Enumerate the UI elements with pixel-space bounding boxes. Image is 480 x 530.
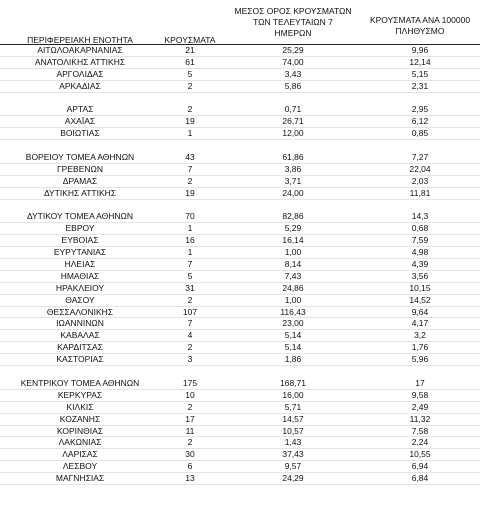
- spacer-row: [0, 93, 480, 105]
- cell-7day-average: 3,71: [284, 175, 302, 186]
- header-cases-per-100k: ΚΡΟΥΣΜΑΤΑ ΑΝΑ 100000 ΠΛΗΘΥΣΜΟ: [369, 15, 471, 36]
- table-row: [0, 152, 480, 164]
- cell-regional-unit: ΔΥΤΙΚΟΥ ΤΟΜΕΑ ΑΘΗΝΩΝ: [26, 211, 134, 222]
- cell-7day-average: 9,57: [284, 461, 302, 472]
- cell-cases-per-100k: 9,64: [411, 306, 429, 317]
- cell-regional-unit: ΗΛΕΙΑΣ: [64, 259, 96, 270]
- cell-7day-average: 168,71: [280, 377, 306, 388]
- cell-7day-average: 0,71: [284, 104, 302, 115]
- table-row: [0, 354, 480, 366]
- cell-cases-per-100k: 14,52: [409, 294, 431, 305]
- cell-cases: 7: [187, 163, 193, 174]
- cell-cases-per-100k: 12,14: [409, 56, 431, 67]
- cell-cases-per-100k: 11,32: [409, 413, 431, 424]
- cell-7day-average: 25,29: [282, 45, 304, 55]
- cell-7day-average: 5,86: [284, 80, 302, 91]
- cell-regional-unit: ΕΥΡΥΤΑΝΙΑΣ: [53, 247, 107, 258]
- cell-regional-unit: ΒΟΙΩΤΙΑΣ: [60, 128, 100, 139]
- cell-cases: 10: [185, 389, 195, 400]
- cell-regional-unit: ΗΡΑΚΛΕΙΟΥ: [55, 282, 105, 293]
- cell-cases: 19: [185, 187, 195, 198]
- cell-cases-per-100k: 6,94: [411, 461, 429, 472]
- cell-regional-unit: ΓΡΕΒΕΝΩΝ: [57, 163, 103, 174]
- data-table-body: [0, 45, 480, 485]
- cell-regional-unit: ΚΑΒΑΛΑΣ: [60, 330, 100, 341]
- cell-cases: 175: [182, 377, 198, 388]
- cell-7day-average: 3,86: [284, 163, 302, 174]
- cell-cases-per-100k: 1,76: [411, 342, 429, 353]
- cell-regional-unit: ΛΑΡΙΣΑΣ: [62, 449, 98, 460]
- cell-regional-unit: ΑΡΓΟΛΙΔΑΣ: [56, 68, 104, 79]
- table-row: [0, 449, 480, 461]
- table-row: [0, 461, 480, 473]
- cell-7day-average: 24,86: [282, 282, 304, 293]
- cell-cases: 4: [187, 330, 193, 341]
- cell-cases-per-100k: 6,84: [411, 473, 429, 484]
- cell-regional-unit: ΙΩΑΝΝΙΝΩΝ: [56, 318, 104, 329]
- table-row: [0, 390, 480, 402]
- table-row: [0, 318, 480, 330]
- cell-cases-per-100k: 2,95: [411, 104, 429, 115]
- table-row: [0, 473, 480, 485]
- cell-cases-per-100k: 7,59: [411, 235, 429, 246]
- header-cases: ΚΡΟΥΣΜΑΤΑ: [164, 35, 216, 45]
- cell-cases: 3: [187, 354, 193, 365]
- cell-7day-average: 1,43: [284, 437, 302, 448]
- cell-7day-average: 8,14: [284, 259, 302, 270]
- cell-regional-unit: ΘΕΣΣΑΛΟΝΙΚΗΣ: [46, 306, 114, 317]
- cell-7day-average: 23,00: [282, 318, 304, 329]
- cell-cases-per-100k: 2,49: [411, 401, 429, 412]
- cell-cases: 2: [187, 80, 193, 91]
- header-7day-average: ΜΕΣΟΣ ΟΡΟΣ ΚΡΟΥΣΜΑΤΩΝ ΤΩΝ ΤΕΛΕΥΤΑΙΩΝ 7 ΗΜΕΡΩΝ: [234, 6, 352, 38]
- cell-cases: 5: [187, 68, 193, 79]
- cell-regional-unit: ΛΕΣΒΟΥ: [62, 461, 98, 472]
- cell-regional-unit: ΚΕΝΤΡΙΚΟΥ ΤΟΜΕΑ ΑΘΗΝΩΝ: [20, 377, 140, 388]
- table-row: [0, 116, 480, 128]
- cell-7day-average: 12,00: [282, 128, 304, 139]
- cell-cases-per-100k: 22,04: [409, 163, 431, 174]
- cell-regional-unit: ΑΡΤΑΣ: [66, 104, 94, 115]
- table-header: [0, 0, 480, 50]
- table-row: [0, 81, 480, 93]
- cell-cases: 17: [185, 413, 195, 424]
- cell-regional-unit: ΜΑΓΝΗΣΙΑΣ: [55, 473, 105, 484]
- cell-cases: 19: [185, 116, 195, 127]
- table-row: [0, 57, 480, 69]
- table-row: [0, 211, 480, 223]
- cell-cases: 11: [185, 425, 195, 436]
- cell-7day-average: 7,43: [284, 270, 302, 281]
- cell-cases-per-100k: 5,96: [411, 354, 429, 365]
- cell-cases: 5: [187, 270, 193, 281]
- table-row: [0, 307, 480, 319]
- cell-7day-average: 14,57: [282, 413, 304, 424]
- cell-cases-per-100k: 2,31: [411, 80, 429, 91]
- spacer-row: [0, 200, 480, 212]
- cell-cases: 1: [187, 247, 193, 258]
- cell-cases-per-100k: 4,17: [411, 318, 429, 329]
- table-row: [0, 283, 480, 295]
- cell-cases-per-100k: 10,15: [409, 282, 431, 293]
- cell-7day-average: 61,86: [282, 152, 304, 163]
- cell-7day-average: 3,43: [284, 68, 302, 79]
- cell-cases: 70: [185, 211, 195, 222]
- cell-regional-unit: ΑΙΤΩΛΟΑΚΑΡΝΑΝΙΑΣ: [37, 45, 123, 55]
- table-row: [0, 235, 480, 247]
- cell-cases: 2: [187, 401, 193, 412]
- cell-cases-per-100k: 7,27: [411, 152, 429, 163]
- cell-regional-unit: ΚΑΡΔΙΤΣΑΣ: [57, 342, 103, 353]
- cell-cases: 2: [187, 437, 193, 448]
- table-row: [0, 45, 480, 57]
- cell-cases-per-100k: 2,03: [411, 175, 429, 186]
- spacer-row: [0, 140, 480, 152]
- cell-7day-average: 82,86: [282, 211, 304, 222]
- cell-cases: 2: [187, 104, 193, 115]
- table-row: [0, 295, 480, 307]
- cell-7day-average: 116,43: [280, 306, 306, 317]
- cell-regional-unit: ΒΟΡΕΙΟΥ ΤΟΜΕΑ ΑΘΗΝΩΝ: [25, 152, 135, 163]
- cell-cases: 30: [185, 449, 195, 460]
- cell-regional-unit: ΔΡΑΜΑΣ: [62, 175, 98, 186]
- table-row: [0, 104, 480, 116]
- table-row: [0, 188, 480, 200]
- spacer-row: [0, 366, 480, 378]
- cell-cases-per-100k: 3,2: [414, 330, 426, 341]
- cell-regional-unit: ΕΒΡΟΥ: [65, 223, 95, 234]
- cell-cases-per-100k: 9,96: [411, 45, 429, 55]
- table-row: [0, 69, 480, 81]
- cell-cases: 61: [185, 56, 195, 67]
- cell-cases: 7: [187, 318, 193, 329]
- cell-7day-average: 10,57: [282, 425, 304, 436]
- table-row: [0, 259, 480, 271]
- cell-regional-unit: ΚΙΛΚΙΣ: [66, 401, 94, 412]
- cell-cases-per-100k: 10,55: [409, 449, 431, 460]
- cell-regional-unit: ΛΑΚΩΝΙΑΣ: [58, 437, 102, 448]
- cell-7day-average: 1,00: [284, 247, 302, 258]
- table-row: [0, 128, 480, 140]
- cell-cases: 2: [187, 342, 193, 353]
- cell-cases: 107: [182, 306, 198, 317]
- table-row: [0, 426, 480, 438]
- cell-7day-average: 24,00: [282, 187, 304, 198]
- cell-cases: 21: [185, 45, 195, 55]
- cell-cases-per-100k: 4,98: [411, 247, 429, 258]
- cell-7day-average: 5,29: [284, 223, 302, 234]
- cell-cases: 7: [187, 259, 193, 270]
- cell-regional-unit: ΚΑΣΤΟΡΙΑΣ: [56, 354, 104, 365]
- cell-regional-unit: ΔΥΤΙΚΗΣ ΑΤΤΙΚΗΣ: [43, 187, 117, 198]
- cell-cases-per-100k: 6,12: [411, 116, 429, 127]
- cell-7day-average: 5,14: [284, 330, 302, 341]
- cell-7day-average: 16,00: [282, 389, 304, 400]
- cell-7day-average: 37,43: [282, 449, 304, 460]
- table-row: [0, 378, 480, 390]
- cell-7day-average: 16,14: [282, 235, 304, 246]
- cell-regional-unit: ΚΟΖΑΝΗΣ: [59, 413, 101, 424]
- cell-cases-per-100k: 14,3: [411, 211, 429, 222]
- cell-cases: 1: [187, 223, 193, 234]
- cell-regional-unit: ΑΡΚΑΔΙΑΣ: [59, 80, 101, 91]
- table-row: [0, 402, 480, 414]
- cell-cases: 6: [187, 461, 193, 472]
- cell-cases: 1: [187, 128, 193, 139]
- table-row: [0, 414, 480, 426]
- cell-cases-per-100k: 2,24: [411, 437, 429, 448]
- cell-cases-per-100k: 9,58: [411, 389, 429, 400]
- cell-regional-unit: ΘΑΣΟΥ: [65, 294, 95, 305]
- cell-cases-per-100k: 4,39: [411, 259, 429, 270]
- table-row: [0, 164, 480, 176]
- cell-regional-unit: ΗΜΑΘΙΑΣ: [60, 270, 100, 281]
- cell-7day-average: 1,86: [284, 354, 302, 365]
- cell-7day-average: 26,71: [282, 116, 304, 127]
- table-row: [0, 271, 480, 283]
- cell-7day-average: 5,71: [284, 401, 302, 412]
- cell-regional-unit: ΑΝΑΤΟΛΙΚΗΣ ΑΤΤΙΚΗΣ: [34, 56, 126, 67]
- table-row: [0, 330, 480, 342]
- cell-regional-unit: ΑΧΑΪΑΣ: [64, 116, 96, 127]
- header-regional-unit: ΠΕΡΙΦΕΡΕΙΑΚΗ ΕΝΟΤΗΤΑ: [27, 35, 133, 45]
- cell-cases-per-100k: 11,81: [409, 187, 431, 198]
- cell-cases-per-100k: 5,15: [411, 68, 429, 79]
- cell-cases: 2: [187, 175, 193, 186]
- cell-7day-average: 74,00: [282, 56, 304, 67]
- cell-7day-average: 5,14: [284, 342, 302, 353]
- table-row: [0, 437, 480, 449]
- table-row: [0, 247, 480, 259]
- cell-7day-average: 24,29: [282, 473, 304, 484]
- cell-cases: 31: [185, 282, 195, 293]
- cell-regional-unit: ΕΥΒΟΙΑΣ: [61, 235, 99, 246]
- table-row: [0, 176, 480, 188]
- cell-cases: 16: [185, 235, 195, 246]
- cell-cases-per-100k: 7,58: [411, 425, 429, 436]
- cell-cases-per-100k: 17: [415, 377, 425, 388]
- cell-cases-per-100k: 0,85: [411, 128, 429, 139]
- table-row: [0, 223, 480, 235]
- cell-regional-unit: ΚΕΡΚΥΡΑΣ: [57, 389, 103, 400]
- table-row: [0, 342, 480, 354]
- cell-cases: 2: [187, 294, 193, 305]
- cell-cases: 43: [185, 152, 195, 163]
- cell-7day-average: 1,00: [284, 294, 302, 305]
- cell-cases-per-100k: 0,68: [411, 223, 429, 234]
- cell-regional-unit: ΚΟΡΙΝΘΙΑΣ: [56, 425, 104, 436]
- cell-cases-per-100k: 3,56: [411, 270, 429, 281]
- cell-cases: 13: [185, 473, 195, 484]
